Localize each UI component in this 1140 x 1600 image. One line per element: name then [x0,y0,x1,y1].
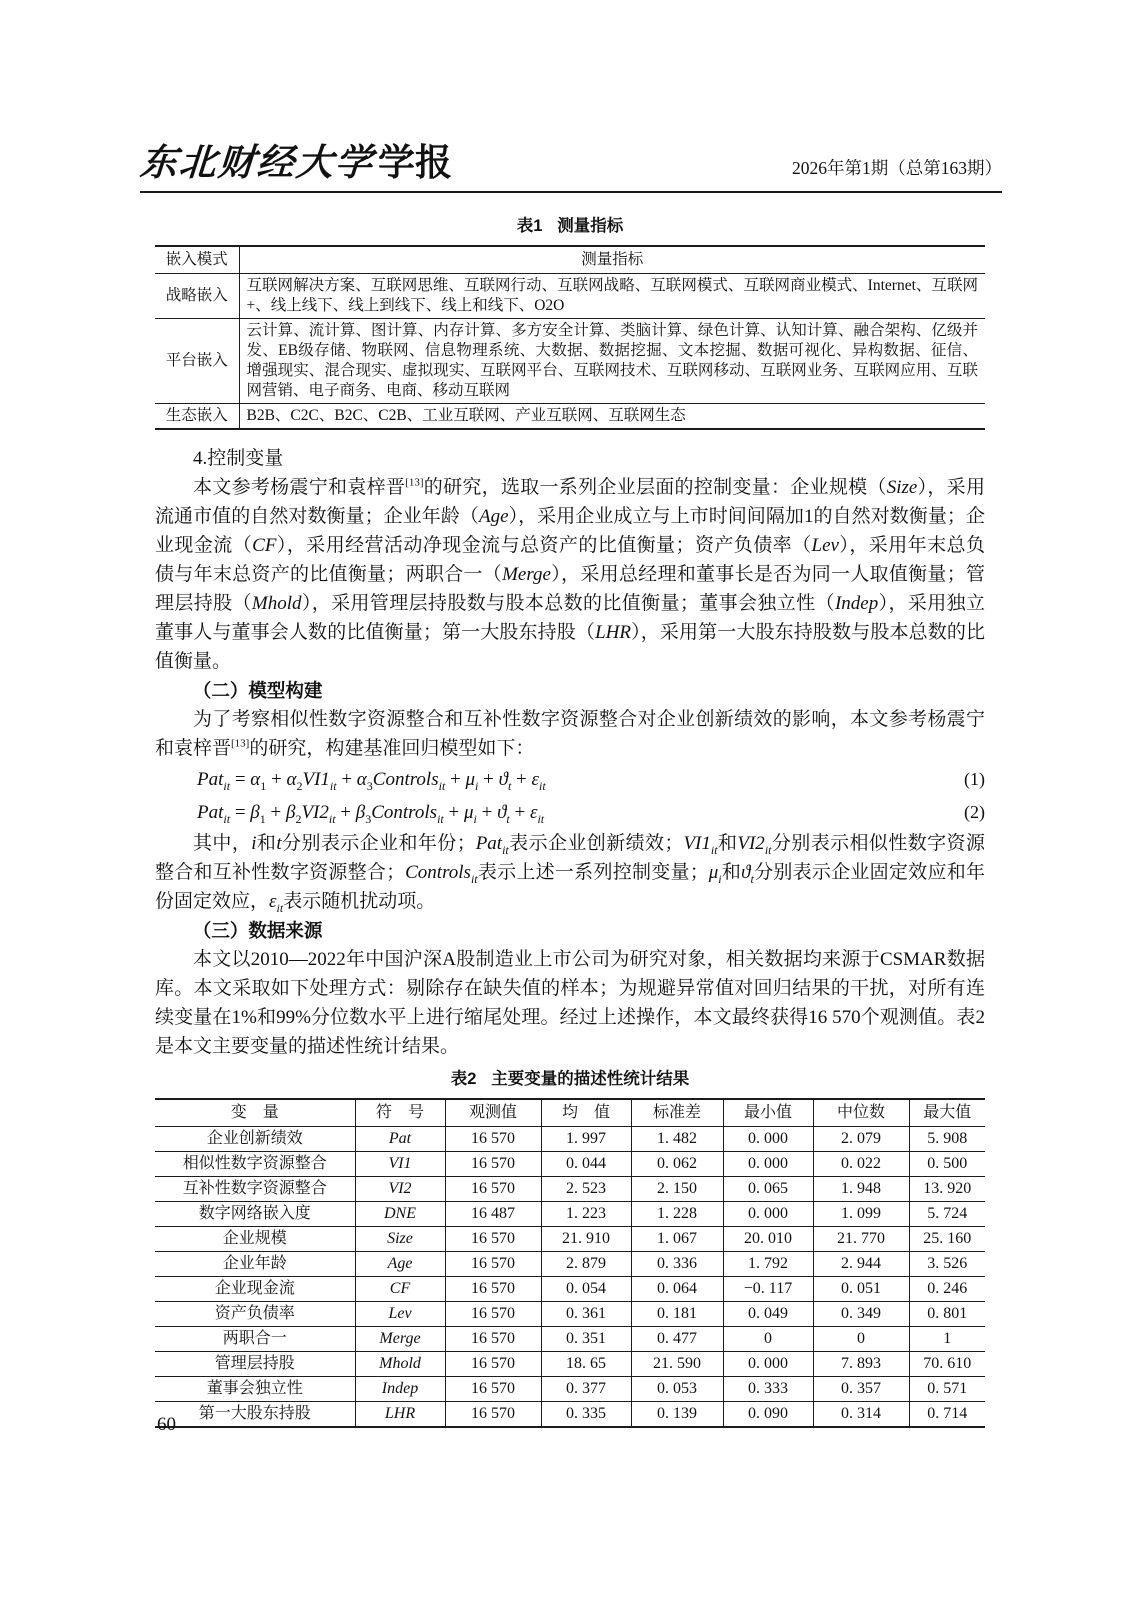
data-source-paragraph [155,945,985,1061]
text-segment: 分别表示企业固定效应和年份固定效应， [155,862,985,912]
text-segment: it [764,842,772,857]
text-segment: i [473,811,477,826]
text-segment: Indep [834,593,879,614]
table1-caption: 测量指标 [557,217,624,235]
table-cell: 5. 908 [909,1126,985,1151]
text-segment: ），采用总经理和董事长是否为同一人取值衡量；管理层持股（ [155,564,985,614]
text-segment: α [250,769,261,790]
table-cell: 5. 724 [909,1201,985,1226]
text-segment: it [328,811,336,826]
table-cell: 管理层持股 [155,1351,355,1376]
table-cell: 0. 335 [541,1401,631,1427]
table-cell: DNE [355,1201,445,1226]
text-segment: + [265,802,286,823]
text-segment: Size [886,477,918,498]
text-segment: ϑ [498,769,508,790]
table-cell: VI1 [355,1151,445,1176]
text-segment: 其中， [193,833,252,854]
text-segment: + [511,769,532,790]
table1-mode-cell: 平台嵌入 [155,319,239,404]
text-segment: + [443,802,464,823]
table-row [155,1326,985,1351]
table-cell: 16 570 [445,1126,541,1151]
text-segment: Merge [502,564,551,585]
text-segment: Pat [197,769,224,790]
table-cell: 16 487 [445,1201,541,1226]
table-cell: 13. 920 [909,1176,985,1201]
text-segment: Controls [371,802,438,823]
table1-indicator-cell: B2B、C2C、B2C、C2B、工业互联网、产业互联网、互联网生态 [239,404,985,430]
text-segment: 1 [259,811,266,826]
table-cell: 16 570 [445,1326,541,1351]
text-segment: ε [531,769,539,790]
table-cell: 3. 526 [909,1251,985,1276]
equation-1 [155,763,985,796]
table-cell: 16 570 [445,1351,541,1376]
table-cell: 0. 477 [631,1326,723,1351]
controls-heading: 4.控制变量 [193,448,284,469]
model-section-heading: （二）模型构建 [192,680,323,701]
text-segment: ε [269,891,277,912]
table-cell: 2. 879 [541,1251,631,1276]
table-cell: 25. 160 [909,1226,985,1251]
text-segment: 表示企业创新绩效； [508,833,684,854]
table-cell: 0. 349 [813,1301,909,1326]
table-cell: 0. 062 [631,1151,723,1176]
table-cell: 1. 997 [541,1126,631,1151]
table-cell: 1. 228 [631,1201,723,1226]
text-segment: ε [529,802,538,823]
text-segment: μ [463,802,474,823]
issue-info: 2026年第1期（总第163期） [792,157,1002,178]
table-cell: 0 [723,1326,813,1351]
text-segment: Age [478,506,509,527]
text-segment: 1 [260,778,267,793]
table-row [155,1201,985,1226]
page-number: 60 [157,1414,176,1435]
text-segment: β [355,802,366,823]
text-segment: 和 [721,862,742,883]
table1-header-mode: 嵌入模式 [155,246,239,274]
table-cell: 70. 610 [909,1351,985,1376]
text-segment: 和 [717,833,738,854]
where-paragraph [155,829,985,916]
table1-indicator-cell: 云计算、流计算、图计算、内存计算、多方安全计算、类脑计算、绿色计算、认知计算、融合架构、亿级并发、EB级存储、物联网、信息物理系统、大数据、数据挖掘、文本挖掘、数据可视化、异构数据、征信、增强现实、混合现实、虚拟现实、互联网平台、互联网技术、互联网移动、互联网业务、互联网应用、互联网营销、电子商务、电商、移动互联网 [239,319,985,404]
text-segment: + [509,802,530,823]
text-segment: t [750,871,754,886]
text-segment: + [336,769,357,790]
column-header: 变 量 [230,1103,279,1121]
text-segment: 分别表示相似性数字资源整合和互补性数字资源整合； [155,833,985,883]
table-cell: 0. 044 [541,1151,631,1176]
table-cell: 0. 500 [909,1151,985,1176]
table-row [155,319,985,404]
text-segment: 3 [365,811,372,826]
text-segment: ），采用独立董事人与董事会人数的比值衡量；第一大股东持股（ [155,593,985,643]
text-segment: it [537,811,545,826]
table-cell: 0. 336 [631,1251,723,1276]
text-segment: α [356,769,367,790]
text-segment: 本文参考杨震宁和袁梓晋 [193,477,406,498]
text-segment: i [718,871,722,886]
table-cell: 1. 067 [631,1226,723,1251]
text-segment: ϑ [497,802,507,823]
text-segment: LHR [595,622,631,643]
text-segment: ），采用年末总负债与年末总资产的比值衡量；两职合一（ [155,535,985,585]
table-cell: VI2 [355,1176,445,1201]
table-cell: 0. 000 [723,1351,813,1376]
text-segment: Pat [475,833,503,854]
text-segment: + [335,802,356,823]
journal-header [138,140,1002,193]
table-cell: 2. 079 [813,1126,909,1151]
table1-indicator-cell: 互联网解决方案、互联网思维、互联网行动、互联网战略、互联网模式、互联网商业模式、Internet、互联网+、线上线下、线上到线下、线上和线下、O2O [239,274,985,319]
controls-paragraph [155,473,985,676]
table-cell: −0. 117 [723,1276,813,1301]
table-cell: CF [355,1276,445,1301]
table-cell: 0. 065 [723,1176,813,1201]
text-segment: = [230,769,251,790]
table2-title [155,1065,985,1089]
table-row [155,1301,985,1326]
table-cell: 0. 000 [723,1201,813,1226]
equation-1-body [197,763,546,796]
table-row [155,1226,985,1251]
table-cell: 1. 099 [813,1201,909,1226]
table-cell: 7. 893 [813,1351,909,1376]
table-cell: 2. 944 [813,1251,909,1276]
table-cell: Lev [355,1301,445,1326]
table2-caption: 主要变量的描述性统计结果 [491,1070,690,1088]
text-segment: i [251,833,257,854]
text-segment: it [438,778,446,793]
text-segment: 表示上述一系列控制变量； [477,862,709,883]
table-cell: 0. 246 [909,1276,985,1301]
text-segment: it [329,778,337,793]
table-cell: 企业规模 [155,1226,355,1251]
table2-body [155,1099,985,1427]
text-segment: it [276,900,284,915]
table-cell: 相似性数字资源整合 [155,1151,355,1176]
table-cell: 0. 051 [813,1276,909,1301]
text-segment: + [476,802,498,823]
text-segment: + [266,769,287,790]
table-cell: LHR [355,1401,445,1427]
table-cell: 1 [909,1326,985,1351]
table-cell: 0. 351 [541,1326,631,1351]
text-segment: Controls [372,769,439,790]
table-cell: 0. 357 [813,1376,909,1401]
table-cell: 0. 181 [631,1301,723,1326]
table-cell: 企业年龄 [155,1251,355,1276]
table-cell: 董事会独立性 [155,1376,355,1401]
table-cell: 21. 590 [631,1351,723,1376]
table-cell: 0. 000 [723,1126,813,1151]
table-cell: 0. 054 [541,1276,631,1301]
table2-label: 表2 [450,1070,477,1088]
column-header: 均 值 [541,1099,631,1126]
table-cell: 0 [813,1326,909,1351]
column-header: 观测值 [445,1099,541,1126]
table-cell: 0. 022 [813,1151,909,1176]
table-cell: 0. 064 [631,1276,723,1301]
text-segment: it [437,811,444,826]
journal-name-calligraphy: 东北财经大学 [138,140,376,184]
table-row [155,1176,985,1201]
text-segment: VI2 [737,833,765,854]
table-cell: 20. 010 [723,1226,813,1251]
text-segment: it [470,871,478,886]
model-paragraph [155,705,985,763]
equation-2 [155,796,985,829]
table-cell: 0. 314 [813,1401,909,1427]
text-segment: it [223,811,231,826]
table-cell: 16 570 [445,1301,541,1326]
table-cell: 18. 65 [541,1351,631,1376]
table-cell: 16 570 [445,1251,541,1276]
text-segment: [13] [231,737,250,750]
page-body [155,206,985,1428]
text-segment: + [445,769,466,790]
text-segment: t [276,833,282,854]
table-cell: 0. 053 [631,1376,723,1401]
table-cell: 0. 571 [909,1376,985,1401]
table-cell: 资产负债率 [155,1301,355,1326]
text-segment: ），采用管理层持股数与股本总数的比值衡量；董事会独立性（ [301,593,835,614]
text-segment: 的研究，构建基准回归模型如下： [249,738,535,759]
data-source-heading: （三）数据来源 [192,920,323,941]
text-segment: VI1 [302,769,330,790]
table-cell: 企业现金流 [155,1276,355,1301]
journal-logo [138,140,452,184]
table-cell: 数字网络嵌入度 [155,1201,355,1226]
text-segment: μ [465,769,476,790]
text-segment: 2 [295,811,302,826]
table-cell: 1. 482 [631,1126,723,1151]
column-header: 符 号 [355,1099,445,1126]
text-segment: ），采用经营活动净现金流与总资产的比值衡量；资产负债率（ [276,535,812,556]
table-cell: 第一大股东持股 [155,1401,355,1427]
text-segment: ），采用流通市值的自然对数衡量；企业年龄（ [155,477,985,527]
table-cell: 0. 333 [723,1376,813,1401]
text-segment: CF [252,535,277,556]
table-cell: 1. 223 [541,1201,631,1226]
table1-header-row [155,246,985,274]
text-segment: Pat [197,802,224,823]
text-segment: 3 [366,778,373,793]
table-cell: Pat [355,1126,445,1151]
text-segment: 为了考察相似性数字资源整合和互补性数字资源整合对企业创新绩效的影响，本文参考杨震宁和袁梓晋 [155,709,985,759]
text-segment: β [250,802,260,823]
text-segment: 的研究，选取一系列企业层面的控制变量：企业规模（ [423,477,887,498]
text-segment: it [539,778,546,793]
text-segment: ），采用企业成立与上市时间间隔加1的自然对数衡量；企业现金流（ [155,506,985,556]
table-cell: 0. 801 [909,1301,985,1326]
text-segment: i [475,778,479,793]
table-cell: 0. 361 [541,1301,631,1326]
table-cell: Merge [355,1326,445,1351]
column-header: 最大值 [909,1099,985,1126]
table-cell: 两职合一 [155,1326,355,1351]
table-row [155,404,985,430]
table-row [155,1351,985,1376]
table-cell: 1. 948 [813,1176,909,1201]
table-cell: Size [355,1226,445,1251]
table-cell: 0. 139 [631,1401,723,1427]
text-segment: t [506,811,510,826]
table2-header-row [155,1099,985,1126]
text-segment: VI1 [683,833,711,854]
table-cell: 16 570 [445,1176,541,1201]
table-row [155,1251,985,1276]
text-segment: α [286,769,297,790]
table-cell: 21. 910 [541,1226,631,1251]
table1-mode-cell: 战略嵌入 [155,274,239,319]
text-segment: Lev [811,535,839,556]
table-row [155,1401,985,1427]
column-header: 中位数 [813,1099,909,1126]
table-cell: Age [355,1251,445,1276]
table1-mode-cell: 生态嵌入 [155,404,239,430]
text-segment: β [285,802,296,823]
table-cell: 16 570 [445,1376,541,1401]
table1-header-indicator: 测量指标 [581,251,644,268]
table-cell: Indep [355,1376,445,1401]
table-cell: 16 570 [445,1226,541,1251]
table-cell: 16 570 [445,1401,541,1427]
table-row [155,1276,985,1301]
table-cell: 16 570 [445,1151,541,1176]
text-segment: 2 [296,778,303,793]
text-segment: it [223,778,231,793]
table-cell: 16 570 [445,1276,541,1301]
text-segment: it [710,842,718,857]
table-cell: 2. 150 [631,1176,723,1201]
table1-title [155,212,985,236]
table-cell: 2. 523 [541,1176,631,1201]
equation-1-number: (1) [964,769,985,789]
table-cell: 21. 770 [813,1226,909,1251]
table-cell: 0. 000 [723,1151,813,1176]
table-row [155,1376,985,1401]
text-segment: ），采用第一大股东持股数与股本总数的比值衡量。 [155,622,985,672]
text-segment: 表示随机扰动项。 [283,891,436,912]
descriptive-statistics-table [155,1098,985,1428]
column-header: 最小值 [723,1099,813,1126]
equation-2-body [197,796,544,829]
text-segment: Controls [405,862,471,883]
text-segment: 和 [256,833,277,854]
table-row [155,1126,985,1151]
text-segment: μ [708,862,719,883]
text-segment: VI2 [301,802,329,823]
text-segment: Mhold [251,593,302,614]
journal-name-suffix: 学报 [378,143,452,184]
text-segment: + [478,769,499,790]
table-cell: 互补性数字资源整合 [155,1176,355,1201]
text-segment: = [230,802,251,823]
table-cell: 0. 049 [723,1301,813,1326]
text-segment: 本文以2010—2022年中国沪深A股制造业上市公司为研究对象，相关数据均来源于CSMAR数据库。本文采取如下处理方式：剔除存在缺失值的样本；为规避异常值对回归结果的干扰，对所有连续变量在1%和99%分位数水平上进行缩尾处理。经过上述操作，本文最终获得16 570个观测值。表2是本文主要变量的描述性统计结果。 [155,949,985,1057]
measurement-indicators-table [155,245,985,430]
text-segment: ϑ [741,862,751,883]
text-segment: it [502,842,509,857]
table-row [155,1151,985,1176]
text-segment: 分别表示企业和年份； [281,833,476,854]
equation-2-number: (2) [964,802,985,822]
table-cell: 0. 377 [541,1376,631,1401]
table-cell: Mhold [355,1351,445,1376]
table-cell: 0. 714 [909,1401,985,1427]
table1-label: 表1 [516,217,543,235]
table-row [155,274,985,319]
text-segment: t [507,778,512,793]
column-header: 标准差 [631,1099,723,1126]
table-cell: 1. 792 [723,1251,813,1276]
table-cell: 企业创新绩效 [155,1126,355,1151]
text-segment: [13] [405,476,424,489]
table-cell: 0. 090 [723,1401,813,1427]
